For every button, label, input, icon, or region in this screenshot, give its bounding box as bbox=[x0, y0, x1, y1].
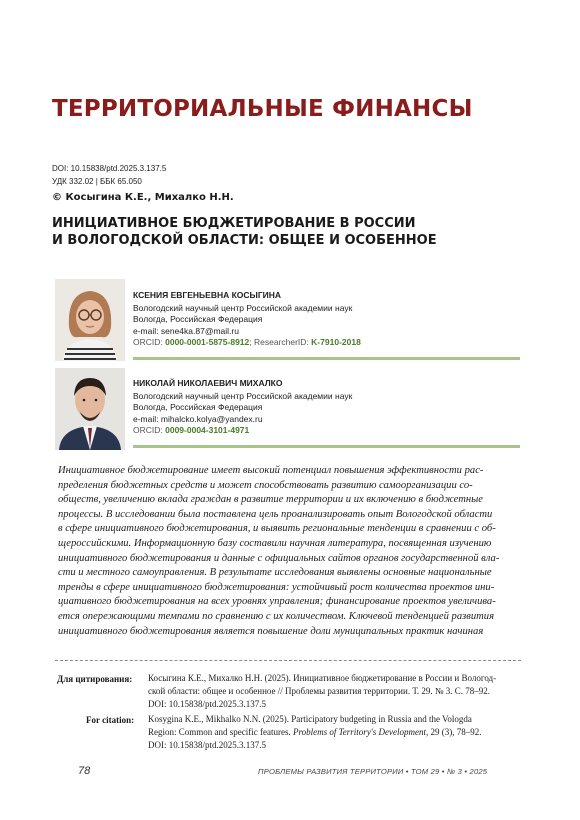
author-kosygina bbox=[133, 290, 361, 349]
citation-ru-line: ской области: общее и особенное // Проблемы развития территории. Т. 29. № 3. С. 78–92. bbox=[148, 686, 491, 696]
citation-en-suffix: 29 (3), 78–92. bbox=[430, 727, 482, 737]
author-org: Вологодский научный центр Российской академии наук bbox=[133, 302, 353, 313]
author-location: Вологда, Российская Федерация bbox=[133, 314, 263, 324]
citation-ru-label: Для цитирования: bbox=[57, 674, 133, 684]
abstract-line: инициативного бюджетирования является повышение доли муниципальных практик начиная bbox=[58, 625, 484, 637]
abstract-line: инициативного бюджетирования и данные с официальных сайтов органов государственной вла- bbox=[58, 552, 500, 564]
article-title bbox=[52, 215, 437, 249]
udk: УДК 332.02 | ББК 65.050 bbox=[52, 177, 142, 186]
citation-divider bbox=[55, 660, 521, 661]
orcid-link[interactable]: 0000-0001-5875-8912 bbox=[165, 337, 250, 347]
abstract-line: в сфере инициативного бюджетирования, и выявить региональные тенденции в сравнении с об- bbox=[58, 523, 496, 535]
article-title-line: ИНИЦИАТИВНОЕ БЮДЖЕТИРОВАНИЕ В РОССИИ bbox=[52, 216, 416, 231]
author-email[interactable]: e-mail: sene4ka.87@mail.ru bbox=[133, 325, 239, 336]
author-photo-mikhalko bbox=[55, 368, 125, 450]
orcid-label: ORCID: bbox=[133, 337, 163, 347]
abstract-line: обществ, увеличению вклада граждан в развитие территории и их включению в бюджетные bbox=[58, 494, 483, 506]
copyright: © Косыгина К.Е., Михалко Н.Н. bbox=[52, 192, 234, 203]
abstract-line: ется опережающими темпами по сравнению с их количеством. Ключевой тенденцией развития bbox=[58, 610, 495, 622]
orcid-label: ORCID: bbox=[133, 425, 163, 435]
doi[interactable]: DOI: 10.15838/ptd.2025.3.137.5 bbox=[52, 164, 167, 173]
author-location: Вологда, Российская Федерация bbox=[133, 402, 263, 412]
orcid-link[interactable]: 0009-0004-3101-4971 bbox=[165, 425, 250, 435]
author-ids bbox=[133, 425, 352, 437]
citation-en bbox=[148, 713, 523, 752]
abstract-line: сти и местного самоуправления. В результате исследования выявлены основные национальные bbox=[58, 567, 492, 579]
citation-ru-line: DOI: 10.15838/ptd.2025.3.137.5 bbox=[148, 699, 266, 709]
abstract bbox=[58, 464, 521, 639]
journal-footer: ПРОБЛЕМЫ РАЗВИТИЯ ТЕРРИТОРИИ • ТОМ 29 • № 3 • 2025 bbox=[258, 767, 488, 776]
section-title: ТЕРРИТОРИАЛЬНЫЕ ФИНАНСЫ bbox=[52, 96, 473, 122]
abstract-line: процессы. В исследовании была поставлена цель проанализировать опыт Вологодской области bbox=[58, 508, 493, 520]
author-mikhalko bbox=[133, 378, 352, 437]
article-title-line: И ВОЛОГОДСКОЙ ОБЛАСТИ: ОБЩЕЕ И ОСОБЕННОЕ bbox=[52, 233, 437, 248]
abstract-line: циативного бюджетирования на всех уровнях управления; финансирование проектов увеличива- bbox=[58, 596, 496, 608]
citation-en-journal: Problems of Territory's Development, bbox=[292, 727, 429, 737]
page-number: 78 bbox=[78, 765, 91, 777]
citation-en-prefix: Region: Common and specific features. bbox=[148, 727, 291, 737]
author-photo-kosygina bbox=[55, 279, 125, 361]
author-name: КСЕНИЯ ЕВГЕНЬЕВНА КОСЫГИНА bbox=[133, 290, 282, 300]
abstract-line: Инициативное бюджетирование имеет высокий потенциал повышения эффективности рас- bbox=[58, 465, 484, 476]
author-divider bbox=[133, 445, 520, 448]
author-divider bbox=[133, 357, 520, 360]
researcherid-label: ; ResearcherID: bbox=[249, 337, 309, 347]
author-ids bbox=[133, 337, 361, 349]
abstract-line: пределения бюджетных средств и может способствовать развитию самоорганизации со- bbox=[58, 479, 473, 491]
citation-en-label: For citation: bbox=[86, 715, 135, 725]
researcherid-link[interactable]: K-7910-2018 bbox=[311, 337, 361, 347]
author-name: НИКОЛАЙ НИКОЛАЕВИЧ МИХАЛКО bbox=[133, 378, 283, 388]
author-email[interactable]: e-mail: mihalcko.kolya@yandex.ru bbox=[133, 413, 263, 424]
abstract-line: тренды в сфере инициативного бюджетирования: устойчивый рост количества проектов ини- bbox=[58, 581, 495, 593]
citation-en-line: Kosygina K.E., Mikhalko N.N. (2025). Participatory budgeting in Russia and the Vologda bbox=[148, 714, 472, 724]
author-org: Вологодский научный центр Российской академии наук bbox=[133, 390, 353, 401]
citation-en-line bbox=[148, 726, 523, 739]
citation-ru-line: Косыгина К.Е., Михалко Н.Н. (2025). Инициативное бюджетирование в России и Вологод- bbox=[148, 673, 497, 683]
abstract-line: щероссийскими. Информационную базу составили научная литература, посвященная изучению bbox=[58, 537, 492, 549]
citation-ru bbox=[148, 672, 523, 711]
citation-en-line: DOI: 10.15838/ptd.2025.3.137.5 bbox=[148, 740, 266, 750]
